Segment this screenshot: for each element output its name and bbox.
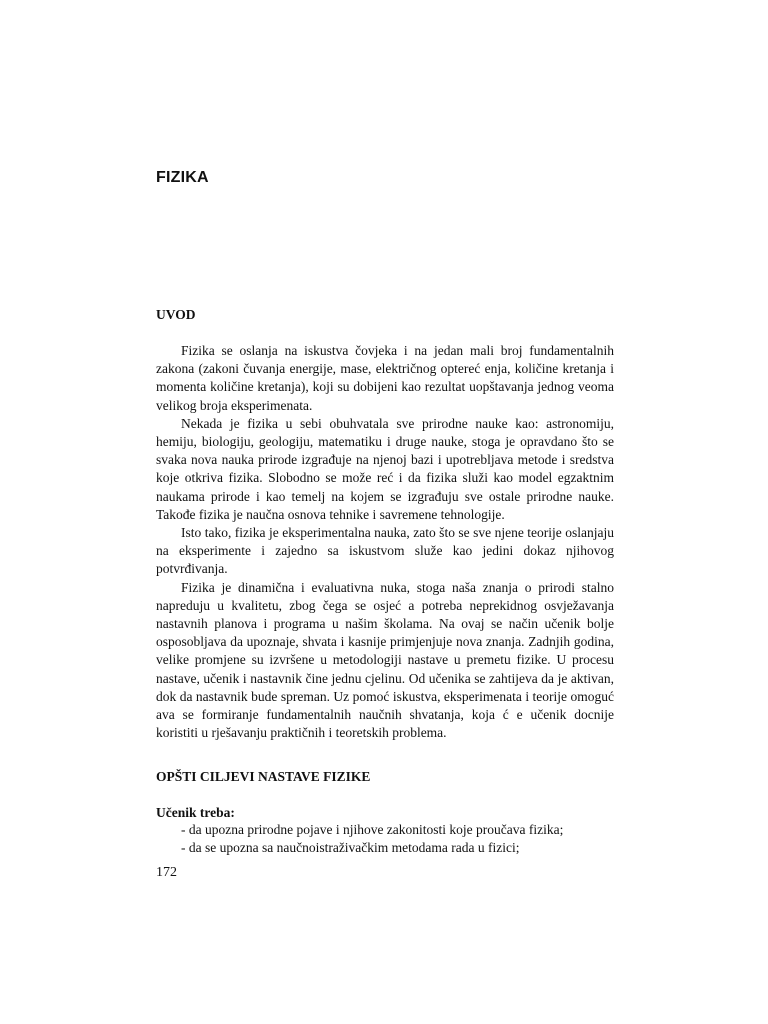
section-heading-goals: OPŠTI CILJEVI NASTAVE FIZIKE — [156, 769, 371, 784]
intro-paragraph-2: Nekada je fizika u sebi obuhvatala sve prirodne nauke kao: astronomiju, hemiju, biologiju, geologiju, matematiku i druge nauke, stoga je opravdano što se svaka nova nauka prirode izgrađuje na njenoj bazi i upotrebljava metode i sredstva koje otkriva fizika. Slobodno se može reć i da fizika služi kao model egzaktnim naukama prirode i kao temelj na kojem se izgrađuju sve ostale prirodne nauke. Takođe fizika je naučna osnova tehnike i savremene tehnologije. — [156, 415, 614, 522]
page-number: 172 — [156, 865, 177, 880]
goals-subheading: Učenik treba: — [156, 805, 235, 820]
section-heading-intro: UVOD — [156, 307, 196, 322]
intro-paragraph-1: Fizika se oslanja na iskustva čovjeka i na jedan mali broj fundamentalnih zakona (zakoni čuvanja energije, mase, električnog optereć enja, količine kretanja i momenta količine kretanja), koji su dobijeni kao rezultat uopštavanja jednog veoma velikog broja eksperimenata. — [156, 343, 614, 413]
intro-paragraph-3: Isto tako, fizika je eksperimentalna nauka, zato što se sve njene teorije oslanjaju na eksperimente i zajedno sa iskustvom služe kao jedini dokaz njihovog potvrđivanja. — [156, 525, 614, 577]
list-item: - da upozna prirodne pojave i njihove zakonitosti koje proučava fizika; — [181, 822, 564, 837]
intro-body — [156, 342, 614, 742]
goals-list — [181, 821, 563, 857]
chapter-title: FIZIKA — [156, 169, 209, 186]
intro-paragraph-4: Fizika je dinamična i evaluativna nuka, stoga naša znanja o prirodi stalno napreduju u kvalitetu, zbog čega se osjeć a potreba neprekidnog osvježavanja nastavnih planova i programa u našim školama. Na ovaj se način učenik bolje osposobljava da upoznaje, shvata i kasnije primjenjuje nova znanja. Zadnjih godina, velike promjene su izvršene u metodologiji nastave u premetu fizike. U procesu nastave, učenik i nastavnik čine jednu cjelinu. Od učenika se zahtijeva da je aktivan, dok da nastavnik bude spreman. Uz pomoć iskustva, eksperimenata i teorije omoguć ava se formiranje fundamentalnih naučnih shvatanja, koja ć e učenik docnije koristiti u rješavanju praktičnih i teoretskih problema. — [156, 579, 614, 741]
list-item: - da se upozna sa naučnoistraživačkim metodama rada u fizici; — [181, 840, 520, 855]
